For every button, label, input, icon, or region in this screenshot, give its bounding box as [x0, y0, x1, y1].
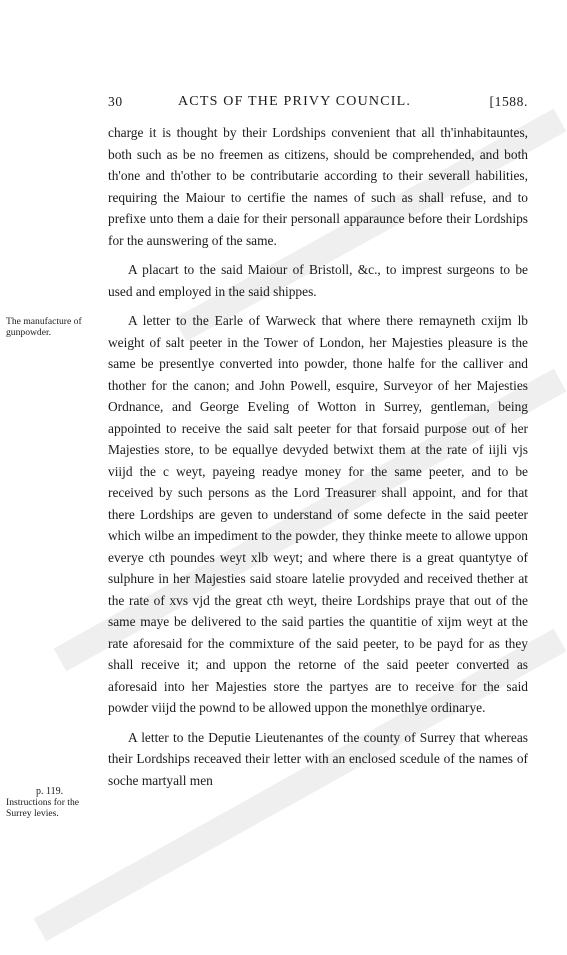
body-text	[108, 122, 528, 791]
paragraph-surrey-letter: A letter to the Deputie Lieutenantes of the county of Surrey that whereas their Lordships receaved their letter with an enclosed scedule of the names of soche martyall men	[108, 729, 528, 788]
paragraph-contribution: charge it is thought by their Lordships convenient that all th'inhabitauntes, both such as be no freemen as citizens, should be comprehended, and both th'one and th'other to be contributarie according to their severall habilities, requiring the Maiour to certifie the names of such as shall refuse, and to prefixe unto them a daie for their personall apparaunce before their Lordships for the aunswering of the same.	[108, 125, 528, 248]
running-head	[108, 94, 528, 112]
paragraph-gunpowder-letter: A letter to the Earle of Warweck that where there remayneth cxijm lb weight of salt peeter in the Tower of London, her Majesties pleasure is the same be presentlye converted into powder, thone halfe for the calliver and thother for the canon; and John Powell, esquire, Surveyor of her Majesties Ordnance, and George Eveling of Wotton in Surrey, gentleman, being appointed to receive the said salt peeter for that forsaid purpose out of her Majesties store, to be equallye devyded betwixt them at the rate of iijli vjs viijd the c weyt, payeing readye money for the same peeter, and to be received by such persons as the Lord Treasurer shall appoint, and for that there Lordships are geven to understand of some defecte in the said peeter which wilbe an impediment to the powder, they thinke meete to allowe uppon everye cth poundes weyt xlb weyt; and where there is a great quantytye of sulphure in her Majesties said stoare latelie provyded and received thether at the rate of xvs vjd the great cth weyt, theire Lordships praye that out of the same maye be delivered to the said parties the quantitie of xijm weyt at the rate aforesaid for the commixture of the said peeter, to be payd for as they shall receive it; and uppon the retorne of the said peeter converted as aforesaid into her Majesties store the partyes are to receive for the said powder viijd the pownd to be allowed uppon the monethlye ordinarye.	[108, 313, 528, 715]
running-title: ACTS OF THE PRIVY COUNCIL.	[178, 94, 412, 109]
running-year: [1588.	[489, 94, 528, 109]
margin-note-surrey: Instructions for the Surrey levies.	[6, 797, 80, 819]
margin-note-surrey-block	[6, 786, 98, 819]
page-number: 30	[108, 94, 123, 109]
margin-page-reference: p. 119.	[36, 786, 64, 797]
paragraph-placart: A placart to the said Maiour of Bristoll, &c., to imprest surgeons to be used and employed in the said shippes.	[108, 262, 528, 299]
margin-note-gunpowder: The manufacture of gunpowder.	[6, 316, 82, 338]
